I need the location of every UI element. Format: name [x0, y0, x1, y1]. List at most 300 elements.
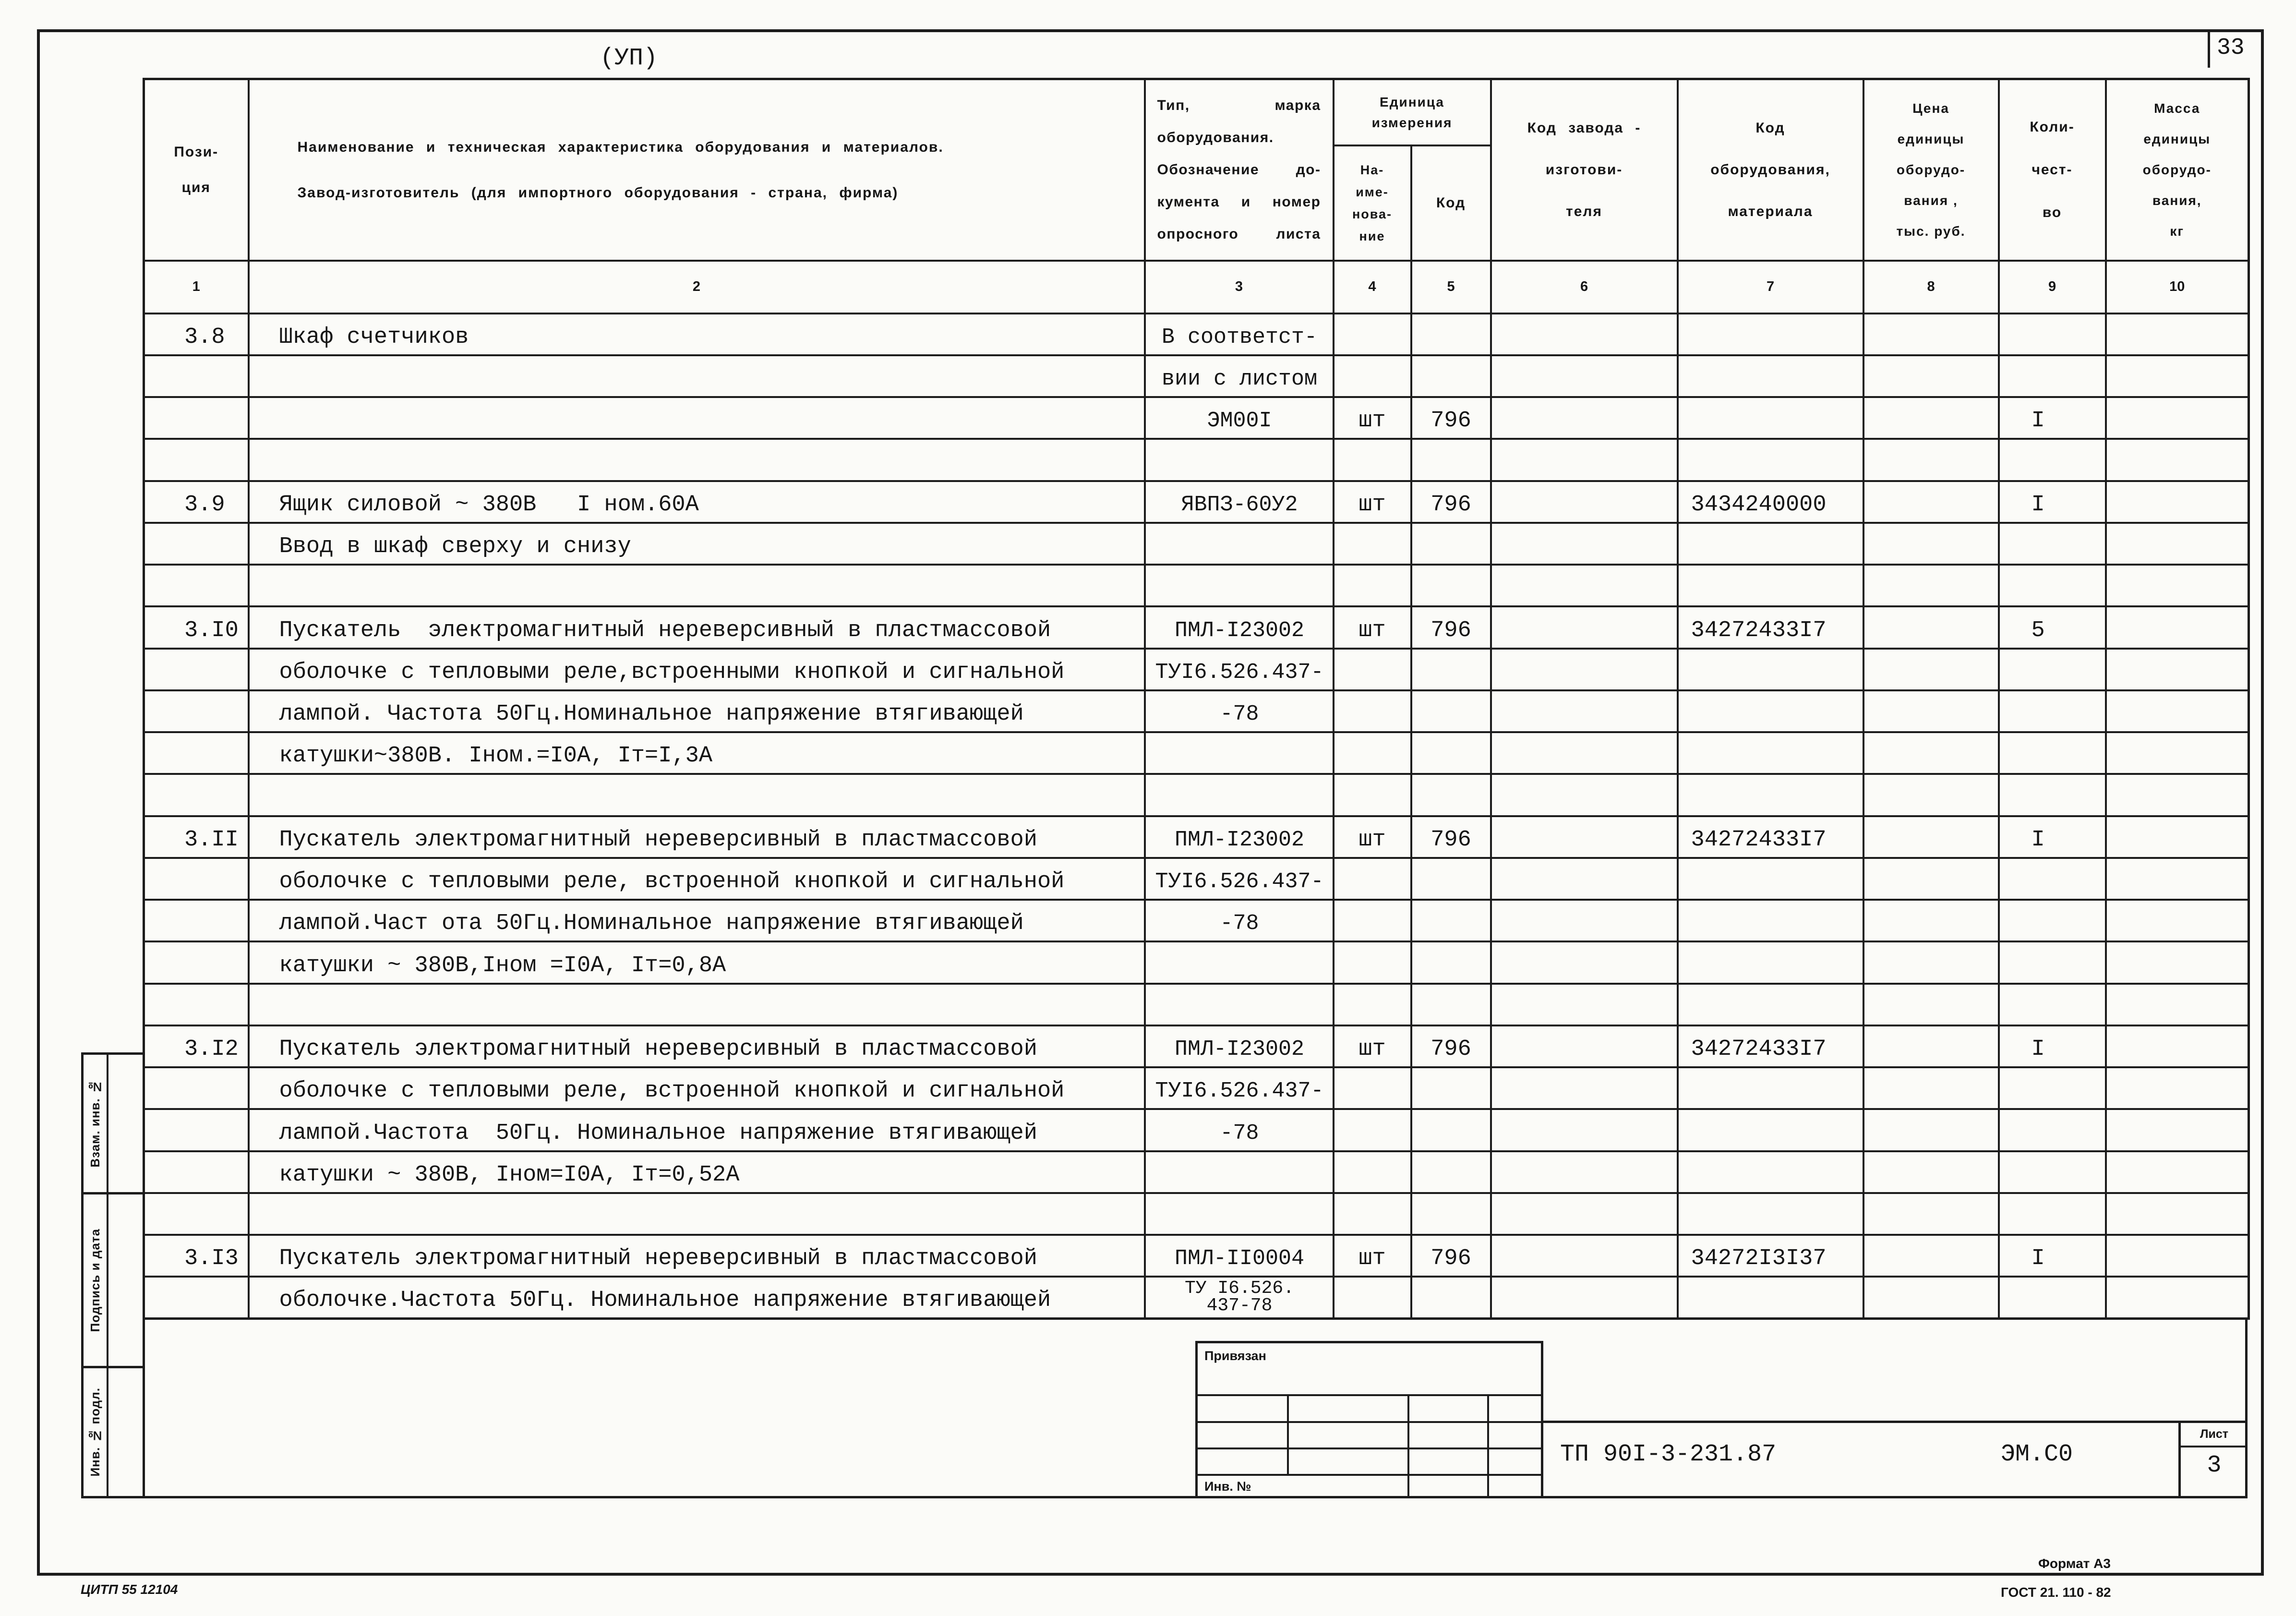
cell-unit-price — [1863, 816, 1999, 858]
cell-position — [144, 523, 249, 565]
cell-unit-code: 796 — [1411, 816, 1491, 858]
table-row — [144, 732, 2249, 774]
cell-unit-mass — [2106, 900, 2249, 941]
header-line: чест- — [2032, 162, 2073, 178]
cell-equipment-code — [1678, 565, 1863, 606]
stamp-label-cell — [84, 1055, 108, 1192]
cell-manufacturer-code — [1491, 439, 1678, 481]
column-number-row — [144, 261, 2249, 314]
stamp-label: Инв. № подл. — [87, 1387, 102, 1477]
header-line: Обозначение до- — [1157, 162, 1321, 178]
stamp-replaced-inventory — [81, 1052, 145, 1194]
cell-equipment-code: 34272433I7 — [1678, 606, 1863, 648]
cell-unit-code — [1411, 984, 1491, 1025]
cell-unit-mass — [2106, 1277, 2249, 1318]
table-body — [144, 314, 2249, 1319]
header-line: оборудо- — [2142, 162, 2212, 177]
cell-position — [144, 941, 249, 983]
header-line: кумента и номер — [1157, 194, 1321, 210]
stamp-rule — [1487, 1394, 1489, 1498]
table-row — [144, 523, 2249, 565]
cell-unit-price — [1863, 1025, 1999, 1067]
cell-type-designation — [1145, 523, 1334, 565]
cell-name: лампой.Част ота 50Гц.Номинальное напряжение втягивающей — [249, 900, 1145, 941]
cell-unit-mass — [2106, 1109, 2249, 1151]
cell-quantity: I — [1999, 1235, 2106, 1277]
archive-code: ЦИТП 55 12104 — [81, 1582, 178, 1597]
cell-name: Пускатель электромагнитный нереверсивный в пластмассовой — [249, 606, 1145, 648]
sheet-cell — [2178, 1421, 2248, 1498]
cell-position — [144, 397, 249, 439]
cell-unit-name — [1334, 732, 1411, 774]
column-number: 5 — [1411, 261, 1491, 314]
cell-position: 3.8 — [144, 314, 249, 355]
cell-unit-name: шт — [1334, 397, 1411, 439]
cell-type-designation: В соответст- — [1145, 314, 1334, 355]
format-label: Формат А3 — [2038, 1556, 2111, 1571]
cell-unit-code: 796 — [1411, 1235, 1491, 1277]
cell-name: катушки ~ 380В,Iном =I0А, Iт=0,8А — [249, 941, 1145, 983]
cell-type-designation: ПМЛ-I23002 — [1145, 606, 1334, 648]
header-line: оборудования. — [1157, 130, 1274, 146]
cell-name: лампой.Частота 50Гц. Номинальное напряжение втягивающей — [249, 1109, 1145, 1151]
cell-manufacturer-code — [1491, 900, 1678, 941]
cell-name: Шкаф счетчиков — [249, 314, 1145, 355]
header-line: Коли- — [2030, 119, 2075, 135]
sheet-marker: (УП) — [600, 45, 658, 72]
column-number: 8 — [1863, 261, 1999, 314]
sheet-label: Лист — [2200, 1427, 2229, 1441]
cell-position: 3.9 — [144, 481, 249, 523]
cell-manufacturer-code — [1491, 1025, 1678, 1067]
cell-unit-price — [1863, 858, 1999, 900]
cell-equipment-code — [1678, 523, 1863, 565]
cell-unit-mass — [2106, 858, 2249, 900]
header-row — [144, 79, 2249, 145]
header-manufacturer-code — [1491, 79, 1678, 261]
cell-unit-price — [1863, 732, 1999, 774]
header-line: Завод-изготовитель (для импортного оборудования - страна, фирма) — [297, 184, 899, 201]
cell-unit-price — [1863, 397, 1999, 439]
cell-equipment-code — [1678, 732, 1863, 774]
cell-quantity — [1999, 1109, 2106, 1151]
cell-quantity: 5 — [1999, 606, 2106, 648]
cell-position — [144, 984, 249, 1025]
cell-unit-mass — [2106, 439, 2249, 481]
cell-unit-price — [1863, 690, 1999, 732]
cell-unit-code — [1411, 649, 1491, 690]
cell-equipment-code — [1678, 858, 1863, 900]
cell-unit-mass — [2106, 732, 2249, 774]
cell-unit-price — [1863, 355, 1999, 397]
cell-equipment-code — [1678, 984, 1863, 1025]
cell-equipment-code — [1678, 941, 1863, 983]
cell-manufacturer-code — [1491, 606, 1678, 648]
cell-unit-price — [1863, 1151, 1999, 1193]
cell-manufacturer-code — [1491, 523, 1678, 565]
cell-manufacturer-code — [1491, 1235, 1678, 1277]
cell-position — [144, 1067, 249, 1109]
header-unit-name — [1334, 145, 1411, 261]
header-line: единицы — [2143, 131, 2211, 146]
header-line: тыс. руб. — [1896, 223, 1966, 239]
cell-unit-code — [1411, 774, 1491, 816]
cell-unit-name — [1334, 355, 1411, 397]
cell-name: Ввод в шкаф сверху и снизу — [249, 523, 1145, 565]
table-row — [144, 355, 2249, 397]
cell-unit-name — [1334, 774, 1411, 816]
cell-name: оболочке.Частота 50Гц. Номинальное напряжение втягивающей — [249, 1277, 1145, 1318]
sheet-number: 3 — [2207, 1452, 2222, 1479]
cell-equipment-code — [1678, 355, 1863, 397]
header-line: Код — [1436, 194, 1466, 211]
cell-unit-mass — [2106, 649, 2249, 690]
table-row — [144, 565, 2249, 606]
cell-position: 3.I0 — [144, 606, 249, 648]
cell-name — [249, 397, 1145, 439]
cell-manufacturer-code — [1491, 941, 1678, 983]
cell-unit-name — [1334, 900, 1411, 941]
header-line: вания, — [2152, 193, 2202, 208]
cell-equipment-code — [1678, 1193, 1863, 1235]
stamp-original-inventory — [81, 1368, 145, 1498]
cell-type-designation — [1145, 565, 1334, 606]
cell-unit-mass — [2106, 397, 2249, 439]
cell-type-designation: -78 — [1145, 900, 1334, 941]
cell-unit-code — [1411, 1193, 1491, 1235]
attached-stamp — [1195, 1341, 1543, 1498]
cell-unit-name — [1334, 314, 1411, 355]
cell-unit-price — [1863, 1277, 1999, 1318]
cell-type-designation: ЭМ00I — [1145, 397, 1334, 439]
cell-manufacturer-code — [1491, 565, 1678, 606]
cell-type-designation: ТУI6.526.437- — [1145, 858, 1334, 900]
cell-unit-name: шт — [1334, 481, 1411, 523]
page-number: 33 — [2217, 35, 2245, 61]
cell-quantity — [1999, 941, 2106, 983]
cell-type-designation — [1145, 732, 1334, 774]
stamp-rule — [1198, 1394, 1541, 1396]
header-unit-group — [1334, 79, 1491, 145]
cell-unit-name — [1334, 858, 1411, 900]
cell-unit-code: 796 — [1411, 1025, 1491, 1067]
cell-quantity — [1999, 1067, 2106, 1109]
header-line: На- — [1360, 162, 1384, 177]
cell-unit-name: шт — [1334, 1235, 1411, 1277]
stamp-rule — [1198, 1421, 1541, 1423]
column-number: 3 — [1145, 261, 1334, 314]
cell-quantity — [1999, 355, 2106, 397]
header-line: ние — [1359, 229, 1385, 243]
cell-manufacturer-code — [1491, 314, 1678, 355]
column-number: 4 — [1334, 261, 1411, 314]
cell-manufacturer-code — [1491, 1151, 1678, 1193]
table-row — [144, 900, 2249, 941]
cell-quantity — [1999, 774, 2106, 816]
stamp-label: Взам. инв. № — [87, 1079, 102, 1168]
cell-quantity — [1999, 732, 2106, 774]
cell-type-designation: ПМЛ-I23002 — [1145, 1025, 1334, 1067]
cell-name: оболочке с тепловыми реле,встроенными кнопкой и сигнальной — [249, 649, 1145, 690]
header-line: Единица — [1380, 94, 1444, 109]
cell-unit-name — [1334, 1151, 1411, 1193]
cell-name — [249, 984, 1145, 1025]
cell-unit-mass — [2106, 481, 2249, 523]
cell-equipment-code — [1678, 1151, 1863, 1193]
cell-unit-price — [1863, 774, 1999, 816]
header-line: измерения — [1371, 115, 1453, 130]
header-line: вания , — [1904, 193, 1958, 208]
column-number: 2 — [249, 261, 1145, 314]
cell-unit-mass — [2106, 816, 2249, 858]
cell-manufacturer-code — [1491, 1193, 1678, 1235]
cell-name: катушки~380В. Iном.=I0А, Iт=I,3А — [249, 732, 1145, 774]
stamp-rule — [1198, 1447, 1541, 1449]
cell-unit-code — [1411, 1277, 1491, 1318]
cell-type-designation: ПМЛ-I23002 — [1145, 816, 1334, 858]
cell-unit-mass — [2106, 1193, 2249, 1235]
table-row — [144, 941, 2249, 983]
cell-unit-name — [1334, 1067, 1411, 1109]
cell-unit-code — [1411, 1109, 1491, 1151]
cell-manufacturer-code — [1491, 858, 1678, 900]
table-row — [144, 606, 2249, 648]
table-row — [144, 397, 2249, 439]
document-code: ТП 90I-3-231.87 — [1560, 1441, 1777, 1468]
cell-name: лампой. Частота 50Гц.Номинальное напряжение втягивающей — [249, 690, 1145, 732]
table-row — [144, 1151, 2249, 1193]
header-line: нова- — [1352, 206, 1393, 221]
cell-position: 3.II — [144, 816, 249, 858]
stamp-label: Подпись и дата — [87, 1228, 102, 1332]
cell-equipment-code — [1678, 1109, 1863, 1151]
cell-equipment-code — [1678, 397, 1863, 439]
cell-unit-price — [1863, 649, 1999, 690]
header-line: Наименование и техническая характеристика оборудования и материалов. — [297, 139, 944, 155]
table-row — [144, 984, 2249, 1025]
table-row — [144, 690, 2249, 732]
header-line: оборудо- — [1896, 162, 1966, 177]
cell-quantity — [1999, 565, 2106, 606]
cell-unit-code — [1411, 565, 1491, 606]
header-type-designation — [1145, 79, 1334, 261]
header-unit-mass — [2106, 79, 2249, 261]
cell-name: Пускатель электромагнитный нереверсивный в пластмассовой — [249, 1025, 1145, 1067]
cell-unit-code — [1411, 523, 1491, 565]
cell-unit-name — [1334, 690, 1411, 732]
cell-quantity — [1999, 1193, 2106, 1235]
cell-position — [144, 355, 249, 397]
standard-label: ГОСТ 21. 110 - 82 — [2001, 1585, 2111, 1600]
column-number: 10 — [2106, 261, 2249, 314]
cell-manufacturer-code — [1491, 481, 1678, 523]
table-row — [144, 1067, 2249, 1109]
cell-type-designation: ПМЛ-II0004 — [1145, 1235, 1334, 1277]
cell-name: катушки ~ 380В, Iном=I0А, Iт=0,52А — [249, 1151, 1145, 1193]
stamp-label-cell — [84, 1368, 108, 1496]
cell-unit-name: шт — [1334, 1025, 1411, 1067]
header-line: Тип, марка — [1157, 97, 1321, 114]
header-line: Пози- — [174, 144, 219, 160]
cell-position — [144, 649, 249, 690]
cell-manufacturer-code — [1491, 1067, 1678, 1109]
cell-type-designation — [1145, 1151, 1334, 1193]
cell-name — [249, 565, 1145, 606]
column-number: 9 — [1999, 261, 2106, 314]
header-line: материала — [1728, 204, 1813, 220]
cell-unit-mass — [2106, 314, 2249, 355]
header-line: изготови- — [1545, 162, 1623, 178]
cell-name: оболочке с тепловыми реле, встроенной кнопкой и сигнальной — [249, 1067, 1145, 1109]
cell-unit-price — [1863, 900, 1999, 941]
cell-quantity: I — [1999, 481, 2106, 523]
header-line: Код — [1755, 120, 1785, 136]
cell-type-designation: ТУ I6.526. 437-78 — [1145, 1277, 1334, 1318]
cell-position — [144, 1277, 249, 1318]
cell-unit-price — [1863, 1067, 1999, 1109]
cell-unit-code: 796 — [1411, 397, 1491, 439]
inventory-label: Инв. № — [1204, 1479, 1251, 1494]
cell-equipment-code: 34272433I7 — [1678, 1025, 1863, 1067]
table-row — [144, 1193, 2249, 1235]
stamp-label-cell — [84, 1194, 108, 1366]
cell-unit-name — [1334, 1277, 1411, 1318]
cell-equipment-code — [1678, 649, 1863, 690]
cell-type-designation — [1145, 774, 1334, 816]
specification-table — [143, 78, 2250, 1320]
cell-quantity — [1999, 1277, 2106, 1318]
cell-unit-name — [1334, 1193, 1411, 1235]
cell-manufacturer-code — [1491, 774, 1678, 816]
cell-unit-mass — [2106, 1067, 2249, 1109]
table-row — [144, 774, 2249, 816]
cell-unit-code — [1411, 355, 1491, 397]
table-row — [144, 1235, 2249, 1277]
cell-position: 3.I2 — [144, 1025, 249, 1067]
cell-name — [249, 1193, 1145, 1235]
cell-position: 3.I3 — [144, 1235, 249, 1277]
document-mark: ЭМ.С0 — [2001, 1441, 2073, 1468]
header-line: опросного листа — [1157, 226, 1321, 242]
cell-manufacturer-code — [1491, 690, 1678, 732]
cell-type-designation: ТУI6.526.437- — [1145, 649, 1334, 690]
cell-unit-mass — [2106, 523, 2249, 565]
cell-unit-mass — [2106, 984, 2249, 1025]
cell-unit-name: шт — [1334, 606, 1411, 648]
table-row — [144, 481, 2249, 523]
cell-position — [144, 900, 249, 941]
cell-name: Ящик силовой ~ 380В I ном.60А — [249, 481, 1145, 523]
cell-quantity — [1999, 690, 2106, 732]
header-line: Цена — [1912, 100, 1949, 116]
cell-unit-price — [1863, 314, 1999, 355]
cell-equipment-code — [1678, 314, 1863, 355]
cell-type-designation — [1145, 984, 1334, 1025]
cell-type-designation: вии с листом — [1145, 355, 1334, 397]
cell-manufacturer-code — [1491, 984, 1678, 1025]
header-line: Код завода - — [1527, 120, 1641, 136]
header-name — [249, 79, 1145, 261]
cell-manufacturer-code — [1491, 732, 1678, 774]
cell-unit-code — [1411, 1151, 1491, 1193]
cell-unit-price — [1863, 1193, 1999, 1235]
stamp-rule — [1198, 1474, 1541, 1476]
cell-unit-code — [1411, 858, 1491, 900]
cell-unit-mass — [2106, 1025, 2249, 1067]
cell-name: оболочке с тепловыми реле, встроенной кнопкой и сигнальной — [249, 858, 1145, 900]
cell-position — [144, 439, 249, 481]
cell-position — [144, 858, 249, 900]
cell-type-designation: -78 — [1145, 1109, 1334, 1151]
cell-equipment-code — [1678, 900, 1863, 941]
cell-quantity — [1999, 858, 2106, 900]
cell-position — [144, 565, 249, 606]
header-line: име- — [1356, 184, 1389, 199]
column-number: 7 — [1678, 261, 1863, 314]
cell-unit-code: 796 — [1411, 606, 1491, 648]
header-quantity — [1999, 79, 2106, 261]
cell-type-designation: -78 — [1145, 690, 1334, 732]
cell-quantity: I — [1999, 816, 2106, 858]
cell-unit-mass — [2106, 1235, 2249, 1277]
header-unit-code — [1411, 145, 1491, 261]
cell-unit-mass — [2106, 1151, 2249, 1193]
cell-name — [249, 774, 1145, 816]
cell-unit-mass — [2106, 565, 2249, 606]
cell-equipment-code — [1678, 1277, 1863, 1318]
cell-equipment-code — [1678, 1067, 1863, 1109]
cell-unit-name — [1334, 984, 1411, 1025]
cell-unit-name — [1334, 439, 1411, 481]
stamp-rule — [1407, 1394, 1409, 1498]
cell-unit-name — [1334, 1109, 1411, 1151]
cell-unit-code — [1411, 732, 1491, 774]
cell-type-designation: ЯВПЗ-60У2 — [1145, 481, 1334, 523]
cell-equipment-code: 34272I3I37 — [1678, 1235, 1863, 1277]
cell-unit-code — [1411, 941, 1491, 983]
attached-label: Привязан — [1204, 1349, 1266, 1363]
cell-name — [249, 439, 1145, 481]
cell-unit-mass — [2106, 941, 2249, 983]
cell-unit-name — [1334, 523, 1411, 565]
header-line: единицы — [1897, 131, 1965, 146]
cell-manufacturer-code — [1491, 649, 1678, 690]
page-number-divider — [2208, 29, 2210, 68]
cell-unit-price — [1863, 606, 1999, 648]
table-row — [144, 816, 2249, 858]
cell-position — [144, 1193, 249, 1235]
column-number: 6 — [1491, 261, 1678, 314]
cell-quantity — [1999, 984, 2106, 1025]
cell-position — [144, 690, 249, 732]
cell-unit-price — [1863, 439, 1999, 481]
cell-manufacturer-code — [1491, 1277, 1678, 1318]
cell-unit-name — [1334, 565, 1411, 606]
cell-name — [249, 355, 1145, 397]
cell-position — [144, 732, 249, 774]
table-row — [144, 1109, 2249, 1151]
table-row — [144, 1277, 2249, 1318]
cell-quantity — [1999, 900, 2106, 941]
cell-type-designation — [1145, 941, 1334, 983]
cell-manufacturer-code — [1491, 1109, 1678, 1151]
cell-name: Пускатель электромагнитный нереверсивный в пластмассовой — [249, 816, 1145, 858]
cell-unit-name — [1334, 941, 1411, 983]
header-line: Масса — [2154, 100, 2200, 116]
table-row — [144, 649, 2249, 690]
cell-quantity — [1999, 439, 2106, 481]
cell-manufacturer-code — [1491, 816, 1678, 858]
